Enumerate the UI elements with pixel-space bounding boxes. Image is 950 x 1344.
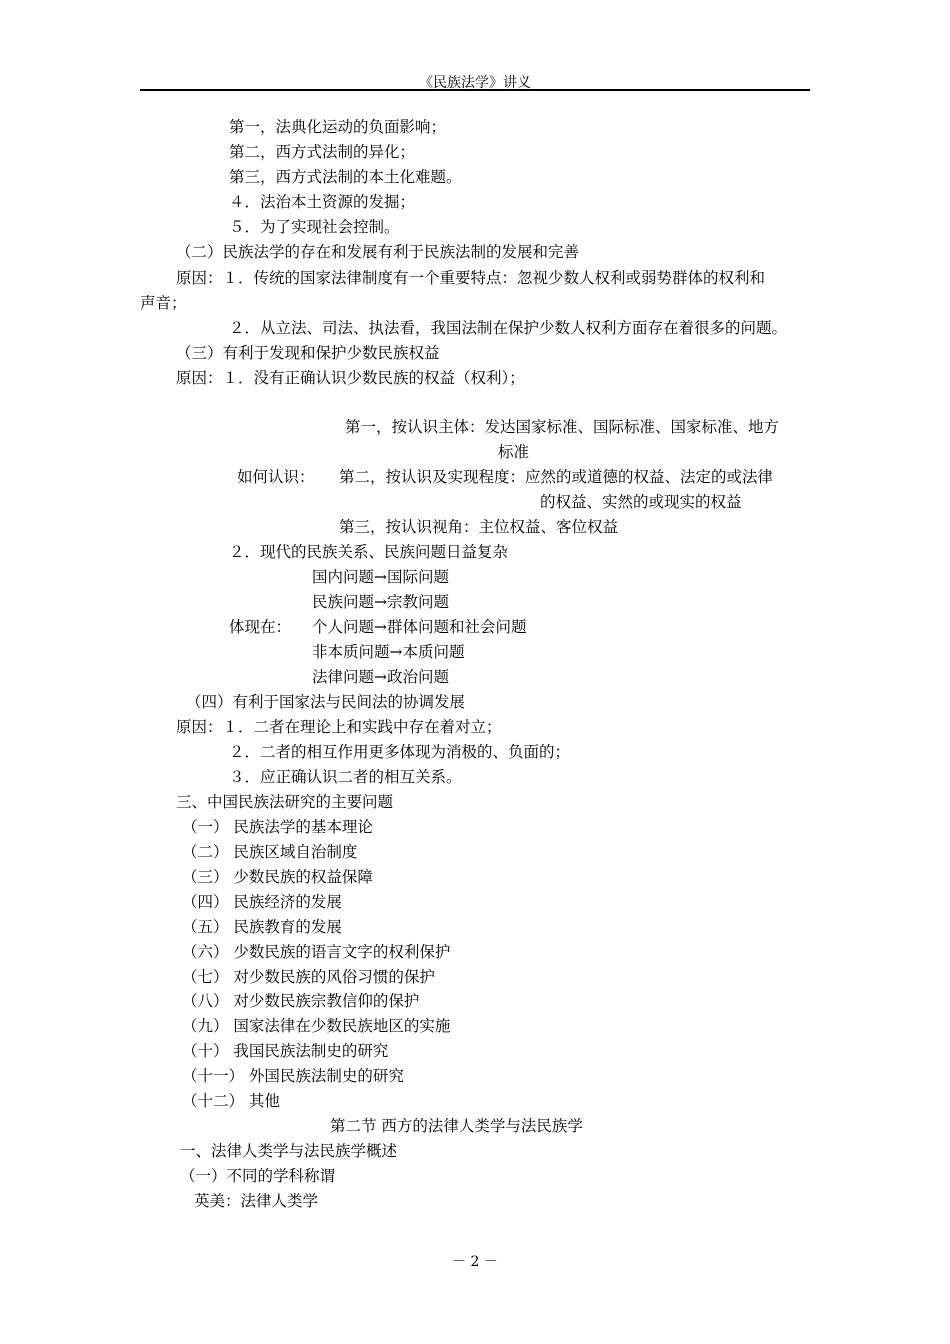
section-heading: 三、中国民族法研究的主要问题: [176, 793, 394, 811]
list-item: （五） 民族教育的发展: [182, 918, 342, 936]
text-line: ２．从立法、司法、执法看，我国法制在保护少数人权利方面存在着很多的问题。: [229, 319, 788, 337]
page-header-title: 《民族法学》讲义: [419, 75, 531, 91]
text-line: 国内问题→国际问题: [312, 568, 449, 586]
section-heading: （一）不同的学科称谓: [180, 1167, 336, 1185]
list-item: （九） 国家法律在少数民族地区的实施: [182, 1017, 451, 1035]
text-line: ３．应正确认识二者的相互关系。: [229, 768, 462, 786]
list-item: （二） 民族区域自治制度: [182, 843, 358, 861]
header-rule: [140, 89, 810, 91]
section-heading: （二）民族法学的存在和发展有利于民族法制的发展和完善: [176, 243, 580, 261]
text-line: ２．二者的相互作用更多体现为消极的、负面的；: [229, 743, 571, 761]
text-line: 第一，按认识主体：发达国家标准、国际标准、国家标准、地方: [345, 418, 780, 436]
list-item: （十一） 外国民族法制史的研究: [182, 1067, 404, 1085]
text-line: ４．法治本土资源的发掘；: [229, 193, 416, 211]
text-line: 民族问题→宗教问题: [312, 593, 449, 611]
text-line: ５．为了实现社会控制。: [229, 218, 400, 236]
section-heading: （四）有利于国家法与民间法的协调发展: [186, 693, 466, 711]
text-line: 原因：１．二者在理论上和实践中存在着对立；: [176, 718, 502, 736]
list-item: （三） 少数民族的权益保障: [182, 868, 373, 886]
list-item: （八） 对少数民族宗教信仰的保护: [182, 992, 420, 1010]
text-line: 第三，西方式法制的本土化难题。: [229, 168, 462, 186]
list-item: （一） 民族法学的基本理论: [182, 818, 373, 836]
text-line: 第二，按认识及实现程度：应然的或道德的权益、法定的或法律: [339, 468, 774, 486]
list-item: （七） 对少数民族的风俗习惯的保护: [182, 968, 435, 986]
text-line: 英美：法律人类学: [194, 1192, 319, 1210]
text-line: 法律问题→政治问题: [312, 668, 449, 686]
text-line: 的权益、实然的或现实的权益: [540, 493, 742, 511]
text-line: 原因：１．没有正确认识少数民族的权益（权利）；: [176, 369, 525, 387]
text-line: ２．现代的民族关系、民族问题日益复杂: [229, 543, 509, 561]
bracket-label: 体现在：: [229, 618, 292, 636]
text-line: 非本质问题→本质问题: [312, 643, 465, 661]
text-line: 原因：１．传统的国家法律制度有一个重要特点：忽视少数人权利或弱势群体的权利和: [176, 269, 766, 287]
list-item: （十二） 其他: [182, 1092, 280, 1110]
section-title: 第二节 西方的法律人类学与法民族学: [330, 1117, 583, 1135]
text-line: 第二，西方式法制的异化；: [229, 143, 416, 161]
list-item: （四） 民族经济的发展: [182, 893, 342, 911]
page-number: － 2 －: [452, 1254, 498, 1270]
bracket-label: 如何认识：: [237, 468, 315, 486]
text-line: 标准: [498, 443, 530, 461]
list-item: （十） 我国民族法制史的研究: [182, 1042, 389, 1060]
text-line: 第一，法典化运动的负面影响；: [229, 118, 447, 136]
list-item: （六） 少数民族的语言文字的权利保护: [182, 943, 451, 961]
text-line: 声音；: [140, 294, 187, 312]
text-line: 第三，按认识视角：主位权益、客位权益: [339, 518, 619, 536]
section-heading: 一、法律人类学与法民族学概述: [180, 1142, 398, 1160]
text-line: 个人问题→群体问题和社会问题: [312, 618, 527, 636]
section-heading: （三）有利于发现和保护少数民族权益: [176, 344, 440, 362]
